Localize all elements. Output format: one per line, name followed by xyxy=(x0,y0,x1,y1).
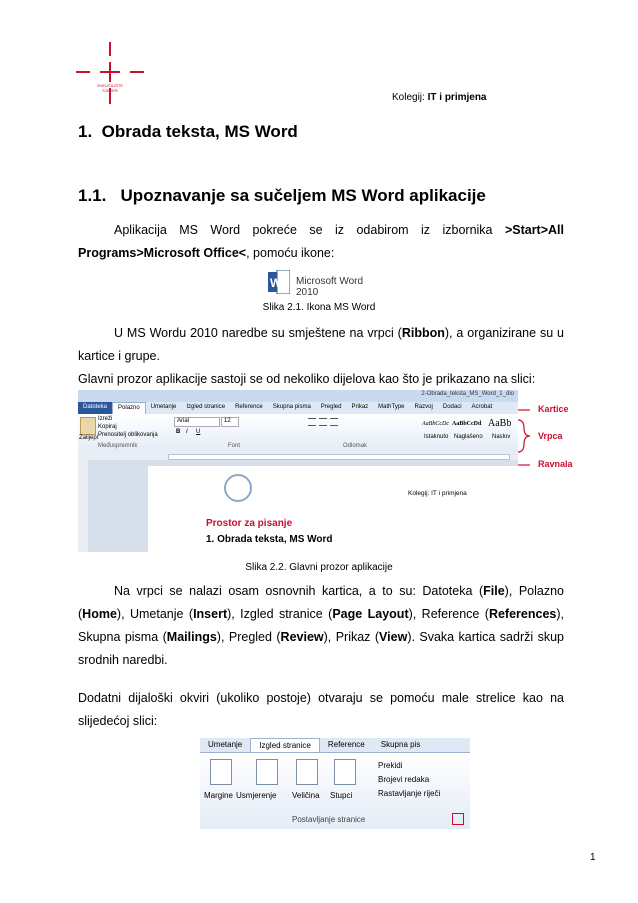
term-view: View xyxy=(379,630,408,644)
paste-icon[interactable] xyxy=(80,417,96,435)
svg-text:W: W xyxy=(270,276,282,290)
caption-2: Slika 2.2. Glavni prozor aplikacije xyxy=(245,562,393,573)
copy-button[interactable]: Kopiraj xyxy=(98,424,117,430)
university-logo xyxy=(70,38,150,110)
tab-dodaci[interactable]: Dodaci xyxy=(442,404,462,410)
paragraph-tabs xyxy=(78,580,564,672)
word-icon-label: Microsoft Word 2010 xyxy=(296,276,364,298)
heading-1-1 xyxy=(78,186,486,206)
style-preview-1[interactable]: AaBbCcDc xyxy=(422,421,449,427)
margins-button[interactable]: Margine xyxy=(204,791,233,800)
text-run: Na vrpci se nalazi osam osnovnih kartica, a to su: Datoteka ( xyxy=(114,584,484,598)
tab2-izgled[interactable]: Izgled stranice xyxy=(250,738,320,752)
group-paragraph: Odlomak xyxy=(343,443,368,449)
heading-1-1-title: Upoznavanje sa sučeljem MS Word aplikacije xyxy=(120,186,486,205)
annotation-tabs: Kartice xyxy=(538,404,569,414)
annotation-rulers: Ravnala xyxy=(538,459,573,469)
font-name-value: Arial xyxy=(177,418,190,424)
start-path: >Start>All Programs>Microsoft Office< xyxy=(78,223,564,260)
doc-heading: 1. Obrada teksta, MS Word xyxy=(206,534,333,545)
style-name-1: Istaknuto xyxy=(424,434,449,440)
tab-umetanje[interactable]: Umetanje xyxy=(150,404,177,410)
text-run: , pomoću ikone: xyxy=(246,246,335,260)
tab2-umetanje[interactable]: Umetanje xyxy=(208,740,243,749)
doc-logo-icon xyxy=(224,474,252,502)
style-name-2: Naglašeno xyxy=(454,434,483,440)
group-font: Font xyxy=(228,443,241,449)
group-clipboard: Međuspremnik xyxy=(98,443,138,449)
caption-1: Slika 2.1. Ikona MS Word xyxy=(262,302,376,313)
term-review: Review xyxy=(280,630,324,644)
underline-icon[interactable]: U xyxy=(196,429,201,435)
tab-pregled[interactable]: Pregled xyxy=(320,404,342,410)
text-run: ), a organizirane su u kartice i grupe. xyxy=(78,326,565,363)
word-logo-icon xyxy=(268,270,290,294)
tab-bar xyxy=(78,402,518,414)
word-window-screenshot xyxy=(78,390,518,552)
style-name-3: Naslov xyxy=(492,434,511,440)
term-file: File xyxy=(483,584,505,598)
tab-polazno[interactable]: Polazno xyxy=(112,402,146,414)
tab2-skupna[interactable]: Skupna pis xyxy=(380,740,421,749)
course-name: IT i primjena xyxy=(427,92,487,103)
paragraph-controls xyxy=(308,418,388,436)
page-setup-screenshot xyxy=(200,738,470,828)
margins-icon[interactable] xyxy=(210,759,232,785)
logo-text-1: SVEUČILIŠTE xyxy=(96,83,124,88)
group-page-setup: Postavljanje stranice xyxy=(292,815,366,824)
font-size-select[interactable] xyxy=(221,417,239,427)
format-painter-button[interactable]: Prenositelj oblikovanja xyxy=(98,432,158,438)
paragraph-window: Glavni prozor aplikacije sastoji se od nekoliko dijelova kao što je prikazano na slici: xyxy=(78,372,536,386)
size-icon[interactable] xyxy=(296,759,318,785)
heading-1-number: 1. xyxy=(78,122,93,141)
italic-icon[interactable]: I xyxy=(186,429,188,435)
style-preview-3[interactable]: AaBb xyxy=(488,418,512,429)
title-bar xyxy=(78,390,518,402)
cut-button[interactable]: Izreži xyxy=(98,416,113,422)
annotation-writing-area: Prostor za pisanje xyxy=(206,518,293,529)
document-page[interactable] xyxy=(148,466,518,552)
ribbon-term: Ribbon xyxy=(401,326,445,340)
numbering-icon[interactable] xyxy=(319,418,327,426)
term-home: Home xyxy=(82,607,117,621)
logo-text-2: SJEVER xyxy=(102,88,118,93)
style-preview-2[interactable]: AaBbCcDd xyxy=(452,421,482,427)
orientation-icon[interactable] xyxy=(256,759,278,785)
window-title: 2-Obrada_teksta_MS_Word_1_dio xyxy=(421,391,514,397)
paste-label: Zalijepi xyxy=(79,435,99,441)
course-label: Kolegij: xyxy=(392,92,425,103)
text-run: ). Svaka kartica sadrži skup srodnih naredbi. xyxy=(78,630,564,667)
dialog-launcher-icon[interactable] xyxy=(452,813,464,825)
text-run: U MS Wordu 2010 naredbe su smještene na vrpci ( xyxy=(114,326,402,340)
text-run: ), Polazno ( xyxy=(78,584,565,621)
tab-reference[interactable]: Reference xyxy=(235,404,263,410)
font-size-value: 12 xyxy=(224,418,231,424)
course-header xyxy=(392,92,487,103)
text-run: ), Reference ( xyxy=(408,607,489,621)
tab-skupna[interactable]: Skupna pisma xyxy=(272,404,311,410)
term-references: References xyxy=(488,607,557,621)
tab-izgled[interactable]: Izgled stranice xyxy=(186,404,226,410)
doc-course: Kolegij: IT i primjena xyxy=(408,490,467,497)
tab-razvoj[interactable]: Razvoj xyxy=(414,404,433,410)
text-run: ), Pregled ( xyxy=(216,630,281,644)
tab-acrobat[interactable]: Acrobat xyxy=(471,404,493,410)
columns-button[interactable]: Stupci xyxy=(330,791,353,800)
hyphenation-button[interactable]: Rastavljanje riječi xyxy=(378,789,441,798)
paragraph-ribbon xyxy=(78,322,564,368)
bold-icon[interactable]: B xyxy=(176,429,181,435)
term-page-layout: Page Layout xyxy=(332,607,409,621)
tab-prikaz[interactable]: Prikaz xyxy=(351,404,369,410)
heading-1-title: Obrada teksta, MS Word xyxy=(101,122,298,141)
tab-datoteka[interactable]: Datoteka xyxy=(78,402,112,414)
size-button[interactable]: Veličina xyxy=(292,791,320,800)
term-mailings: Mailings xyxy=(166,630,217,644)
text-run: ), Umetanje ( xyxy=(116,607,194,621)
text-run: Aplikacija MS Word pokreće se iz odabirom iz izbornika xyxy=(114,223,505,237)
breaks-button[interactable]: Prekidi xyxy=(378,761,403,770)
page-number: 1 xyxy=(590,852,596,863)
text-run: ), Prikaz ( xyxy=(323,630,380,644)
text-run: ), Skupna pisma ( xyxy=(78,607,564,644)
word-2010-icon xyxy=(268,270,388,296)
line-numbers-button[interactable]: Brojevi redaka xyxy=(378,775,430,784)
heading-1-1-number: 1.1. xyxy=(78,186,107,205)
heading-1 xyxy=(78,122,298,142)
tab-bar-2 xyxy=(200,738,470,752)
page-setup-group xyxy=(200,752,470,829)
indent-icon[interactable] xyxy=(330,418,338,426)
text-run: ), Izgled stranice ( xyxy=(227,607,333,621)
paragraph-intro xyxy=(78,219,564,265)
orientation-button[interactable]: Usmjerenje xyxy=(236,791,277,800)
tab2-reference[interactable]: Reference xyxy=(327,740,365,749)
bullets-icon[interactable] xyxy=(308,418,316,426)
paragraph-dialogs: Dodatni dijaloški okviri (ukoliko postoje) otvaraju se pomoću male strelice kao na slijedećoj slici: xyxy=(78,691,564,728)
font-name-select[interactable] xyxy=(174,417,220,427)
document-area xyxy=(88,460,518,552)
annotation-ribbon: Vrpca xyxy=(538,431,563,441)
tab-mathtype[interactable]: MathType xyxy=(378,404,405,410)
ribbon xyxy=(78,414,518,453)
term-insert: Insert xyxy=(193,607,228,621)
columns-icon[interactable] xyxy=(334,759,356,785)
